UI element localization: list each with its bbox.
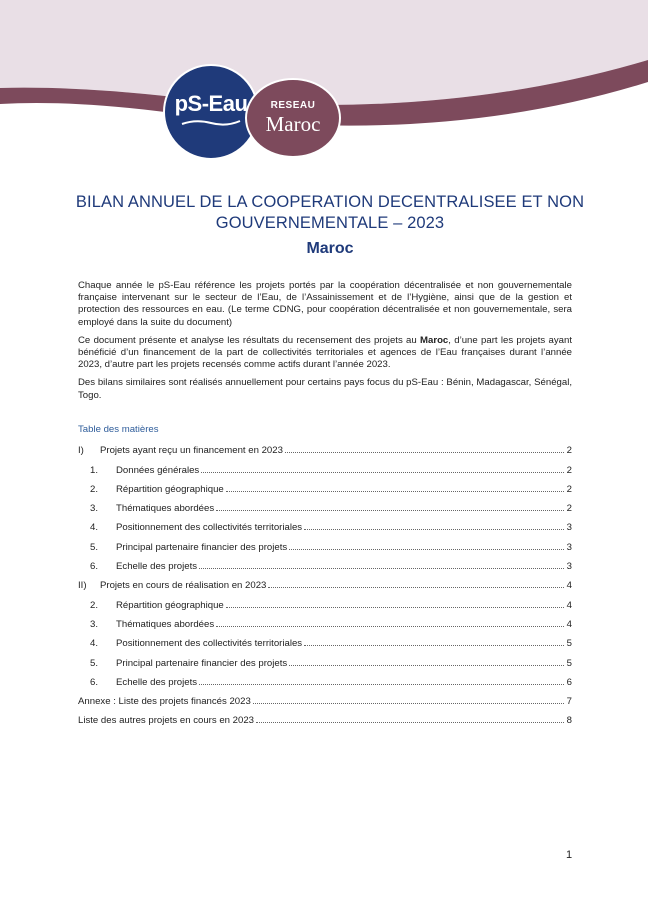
table-of-contents bbox=[78, 437, 572, 726]
toc-entry-number: 5. bbox=[90, 657, 99, 669]
toc-entry[interactable] bbox=[78, 707, 572, 726]
toc-entry-page: 4 bbox=[566, 618, 572, 630]
intro-paragraph-2 bbox=[78, 335, 572, 372]
toc-leader-dots bbox=[226, 606, 564, 608]
toc-entry-page: 2 bbox=[566, 483, 572, 495]
toc-entry-page: 2 bbox=[566, 445, 572, 457]
toc-entry-label: Positionnement des collectivités territoriales bbox=[116, 638, 303, 650]
maroc-label: Maroc bbox=[265, 111, 321, 136]
toc-entry-label: Annexe : Liste des projets financés 2023 bbox=[78, 696, 251, 708]
toc-entry-number: 4. bbox=[90, 522, 99, 534]
toc-entry-label: Liste des autres projets en cours en 2023 bbox=[78, 715, 254, 727]
toc-leader-dots bbox=[289, 664, 563, 666]
wave-icon bbox=[180, 118, 242, 128]
toc-leader-dots bbox=[226, 490, 564, 492]
toc-entry[interactable] bbox=[78, 611, 572, 630]
toc-entry[interactable] bbox=[78, 649, 572, 668]
intro-text bbox=[78, 280, 572, 408]
toc-entry-number: 5. bbox=[90, 541, 99, 553]
toc-entry-label: Thématiques abordées bbox=[116, 503, 215, 515]
toc-entry-page: 2 bbox=[566, 464, 572, 476]
toc-entry-number: 6. bbox=[90, 676, 99, 688]
toc-leader-dots bbox=[216, 625, 564, 627]
toc-entry-number: 2. bbox=[90, 483, 99, 495]
toc-entry-number: I) bbox=[78, 445, 84, 457]
toc-leader-dots bbox=[304, 644, 564, 646]
toc-entry-number: 3. bbox=[90, 618, 99, 630]
toc-entry-label: Principal partenaire financier des projets bbox=[116, 657, 288, 669]
toc-leader-dots bbox=[285, 451, 564, 453]
title-line-2: GOUVERNEMENTALE – 2023 bbox=[215, 214, 445, 232]
toc-entry-page: 6 bbox=[566, 676, 572, 688]
toc-entry[interactable] bbox=[78, 669, 572, 688]
toc-entry-label: Répartition géographique bbox=[116, 483, 224, 495]
toc-entry-label: Répartition géographique bbox=[116, 599, 224, 611]
toc-entry-number: 1. bbox=[90, 464, 99, 476]
toc-entry-number: 4. bbox=[90, 638, 99, 650]
intro-paragraph-1: Chaque année le pS-Eau référence les projets portés par la coopération décentralisée et non gouvernementale française intervenant sur le secteur de l’Eau, de l’Assainissement et de l’Hygiène, ainsi que de la gestion et protection des ressources en eau. (Le terme CDNG, pour coopération décentralisée et non gouvernementale, sera employé dans la suite du document) bbox=[78, 280, 572, 328]
toc-leader-dots bbox=[201, 471, 563, 473]
toc-entry-page: 2 bbox=[566, 503, 572, 515]
toc-leader-dots bbox=[199, 683, 564, 685]
toc-entry-label: Principal partenaire financier des projets bbox=[116, 541, 288, 553]
intro-paragraph-3: Des bilans similaires sont réalisés annuellement pour certains pays focus du pS-Eau : Bénin, Madagascar, Sénégal, Togo. bbox=[78, 377, 572, 401]
pseau-logo-text: pS-Eau bbox=[174, 90, 248, 116]
toc-entry[interactable] bbox=[78, 476, 572, 495]
toc-leader-dots bbox=[268, 586, 563, 588]
toc-entry-page: 4 bbox=[566, 599, 572, 611]
toc-entry-page: 4 bbox=[566, 580, 572, 592]
toc-entry-page: 8 bbox=[566, 715, 572, 727]
toc-entry[interactable] bbox=[78, 437, 572, 456]
toc-entry-label: Echelle des projets bbox=[116, 561, 198, 573]
toc-entry-label: Positionnement des collectivités territoriales bbox=[116, 522, 303, 534]
toc-entry-page: 7 bbox=[566, 696, 572, 708]
document-subtitle: Maroc bbox=[306, 240, 354, 257]
document-title bbox=[70, 192, 590, 234]
toc-title: Table des matières bbox=[78, 424, 159, 435]
toc-leader-dots bbox=[199, 567, 564, 569]
toc-entry-number: II) bbox=[78, 580, 87, 592]
toc-entry[interactable] bbox=[78, 688, 572, 707]
page-number: 1 bbox=[566, 849, 573, 861]
toc-entry-page: 3 bbox=[566, 541, 572, 553]
toc-entry-label: Projets en cours de réalisation en 2023 bbox=[100, 580, 267, 592]
toc-entry[interactable] bbox=[78, 495, 572, 514]
intro-p2-end: , d’une part les projets ayant bénéficié d’un financement de la part de collectivités territoriales et agences de l’Eau françaises durant l’année 2023, d’autre part les projets recensés comme actifs durant l’année 2023. bbox=[78, 334, 572, 371]
toc-entry-label: Thématiques abordées bbox=[116, 618, 215, 630]
toc-entry[interactable] bbox=[78, 630, 572, 649]
reseau-label: RESEAU bbox=[270, 99, 316, 111]
toc-entry[interactable] bbox=[78, 553, 572, 572]
toc-entry[interactable] bbox=[78, 591, 572, 610]
toc-entry[interactable] bbox=[78, 572, 572, 591]
toc-leader-dots bbox=[304, 528, 564, 530]
title-line-1: BILAN ANNUEL DE LA COOPERATION DECENTRALISEE ET NON bbox=[75, 193, 585, 211]
toc-leader-dots bbox=[256, 721, 564, 723]
toc-entry-page: 5 bbox=[566, 657, 572, 669]
toc-entry[interactable] bbox=[78, 533, 572, 552]
intro-p2-country: Maroc bbox=[420, 334, 449, 346]
reseau-maroc-logo bbox=[245, 78, 341, 158]
toc-entry-number: 2. bbox=[90, 599, 99, 611]
toc-entry[interactable] bbox=[78, 514, 572, 533]
intro-p2-start: Ce document présente et analyse les résultats du recensement des projets au bbox=[78, 334, 421, 346]
toc-entry-page: 5 bbox=[566, 638, 572, 650]
toc-entry-label: Projets ayant reçu un financement en 2023 bbox=[100, 445, 283, 457]
toc-entry-label: Données générales bbox=[116, 464, 200, 476]
toc-entry-number: 6. bbox=[90, 561, 99, 573]
toc-leader-dots bbox=[216, 509, 564, 511]
toc-entry-page: 3 bbox=[566, 561, 572, 573]
toc-entry-label: Echelle des projets bbox=[116, 676, 198, 688]
toc-leader-dots bbox=[253, 702, 564, 704]
toc-entry-page: 3 bbox=[566, 522, 572, 534]
toc-entry-number: 3. bbox=[90, 503, 99, 515]
toc-leader-dots bbox=[289, 548, 563, 550]
toc-entry[interactable] bbox=[78, 456, 572, 475]
